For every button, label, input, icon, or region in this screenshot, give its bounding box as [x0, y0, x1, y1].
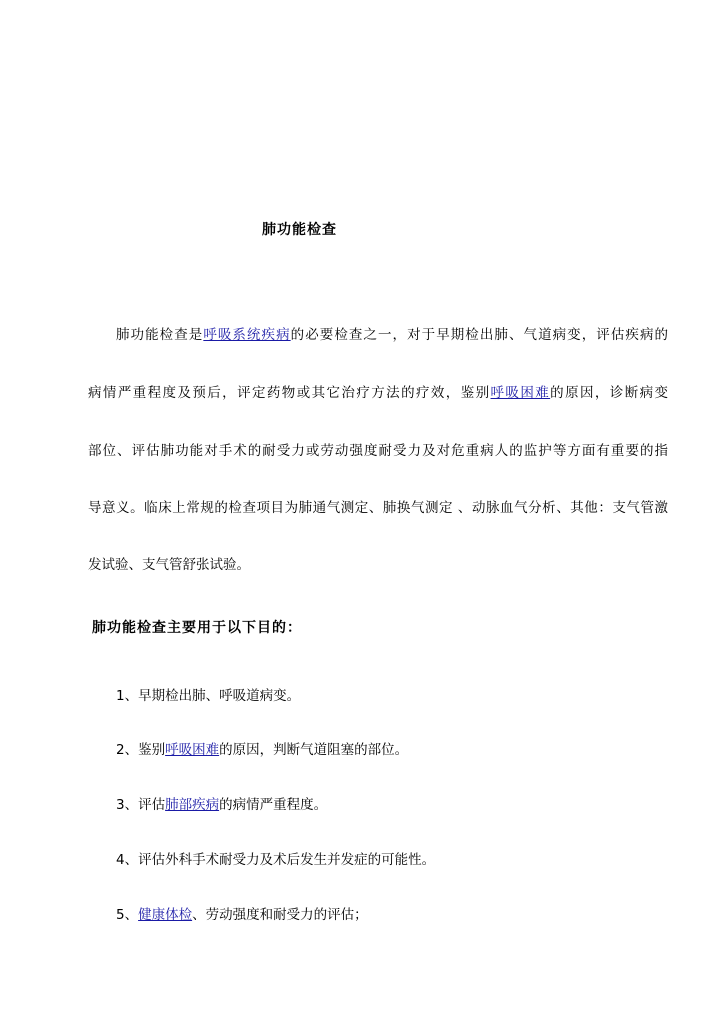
- list-item-text: 、劳动强度和耐受力的评估；: [192, 907, 368, 923]
- link-dyspnea[interactable]: 呼吸困难: [490, 385, 551, 401]
- list-item-text: 3、评估: [116, 797, 166, 813]
- intro-line-5: 发试验、支气管舒张试验。: [88, 557, 250, 573]
- link-health-checkup[interactable]: 健康体检: [138, 907, 193, 923]
- list-item-text: 5、: [116, 907, 139, 923]
- list-item-text: 4、评估外科手术耐受力及术后发生并发症的可能性。: [116, 852, 436, 868]
- intro-text: 的原因，诊断病变: [550, 385, 669, 401]
- list-item: [116, 738, 408, 758]
- list-item: [116, 903, 368, 923]
- intro-text: 病情严重程度及预后，评定药物或其它治疗方法的疗效，鉴别: [88, 385, 491, 401]
- list-item-text: 的原因，判断气道阻塞的部位。: [219, 742, 409, 758]
- intro-line-4: 导意义。临床上常规的检查项目为肺通气测定、肺换气测定 、动脉血气分析、其他：支气管激: [88, 500, 668, 516]
- link-respiratory-disease[interactable]: 呼吸系统疾病: [203, 327, 291, 343]
- list-item-text: 2、鉴别: [116, 742, 166, 758]
- list-item-text: 1、早期检出肺、呼吸道病变。: [116, 688, 301, 704]
- intro-line-2: [88, 381, 668, 401]
- list-item: [116, 684, 300, 704]
- intro-text: 的必要检查之一，对于早期检出肺、气道病变，评估疾病的: [290, 327, 669, 343]
- intro-line-1: [116, 323, 668, 343]
- list-item: [116, 848, 435, 868]
- list-item-text: 的病情严重程度。: [219, 797, 328, 813]
- link-dyspnea[interactable]: 呼吸困难: [165, 742, 220, 758]
- intro-text: 肺功能检查是: [116, 327, 204, 343]
- intro-line-3: 部位、评估肺功能对手术的耐受力或劳动强度耐受力及对危重病人的监护等方面有重要的指: [88, 443, 668, 459]
- list-item: [116, 793, 327, 813]
- page-title: 肺功能检查: [262, 222, 337, 238]
- link-lung-disease[interactable]: 肺部疾病: [165, 797, 220, 813]
- section-heading: 肺功能检查主要用于以下目的：: [92, 620, 302, 636]
